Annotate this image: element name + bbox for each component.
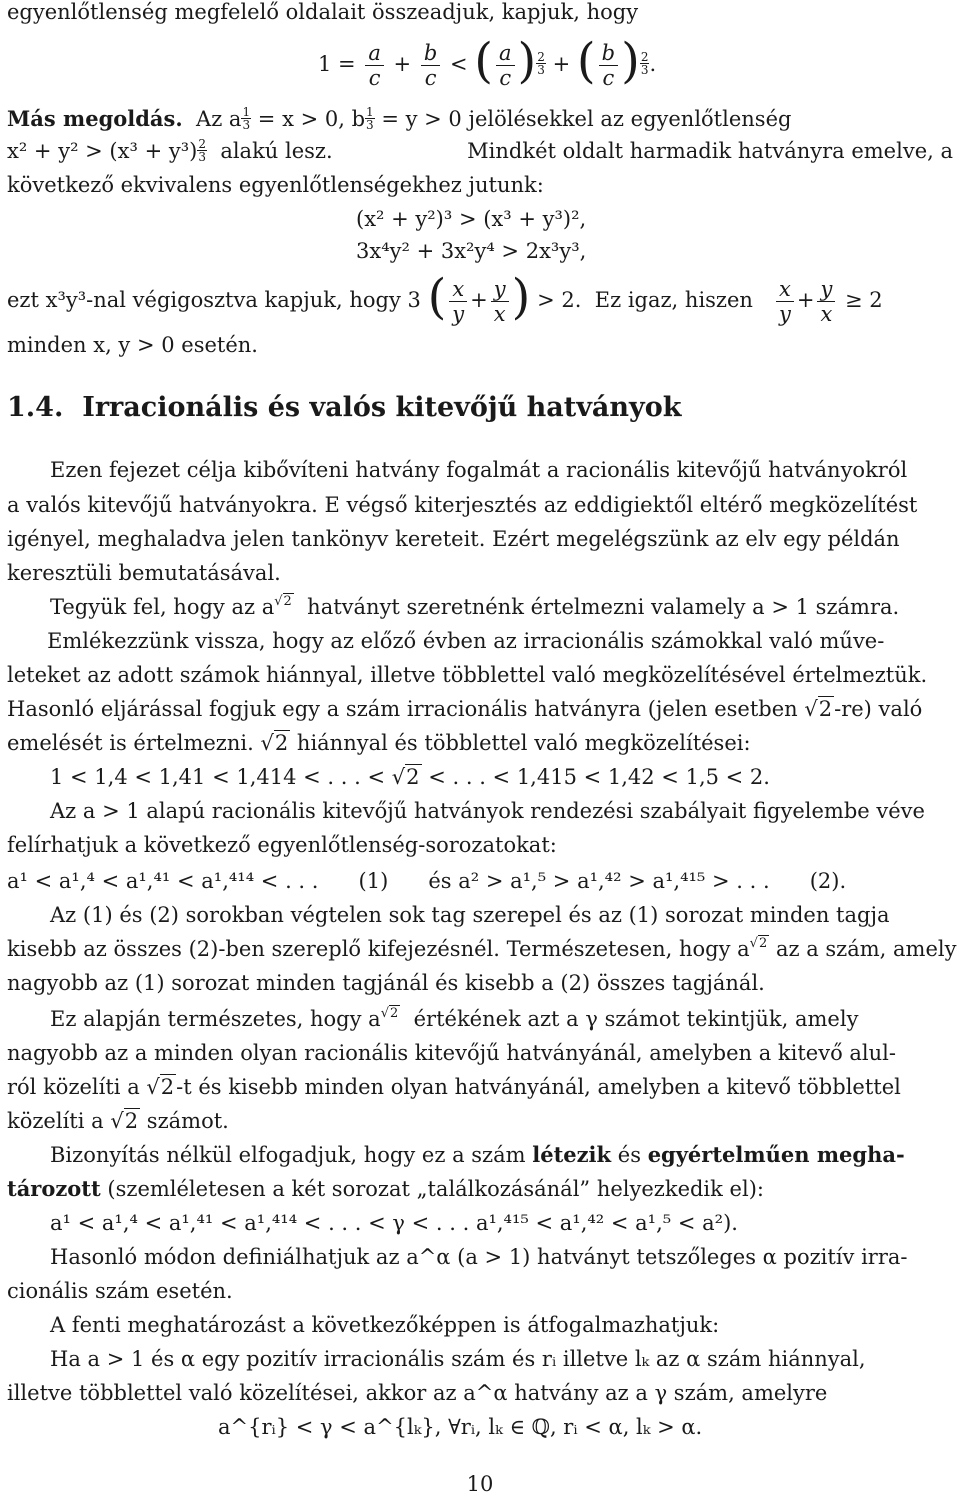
other-solution-line3: következő ekvivalens egyenlőtlenségekhez jutunk: <box>7 173 544 197</box>
paragraph-line: nagyobb az a minden olyan racionális kitevőjű hatványánál, amelyben a kitevő alul- <box>7 1041 896 1065</box>
paragraph-line: cionális szám esetén. <box>7 1279 233 1303</box>
paragraph-line: tározott (szemléletesen a két sorozat „találkozásánál” helyezkedik el): <box>7 1176 764 1201</box>
paragraph-line: Ez alapján természetes, hogy $a^{√2}$ értékének azt a γ számot tekintjük, amely <box>50 1006 859 1031</box>
paragraph-line: kisebb az összes (2)-ben szereplő kifejezésnél. Természetesen, hogy $a^{√2}$ az a szám, amely <box>7 936 957 961</box>
gamma-sequence: a¹ < a¹,⁴ < a¹,⁴¹ < a¹,⁴¹⁴ < . . . < γ < . . . a¹,⁴¹⁵ < a¹,⁴² < a¹,⁵ < a²). <box>50 1211 738 1235</box>
paragraph-line: Ha a > 1 és α egy pozitív irracionális szám és rᵢ illetve lₖ az α szám hiánnyal, <box>50 1347 866 1371</box>
intro-line: egyenlőtlenség megfelelő oldalait összeadjuk, kapjuk, hogy <box>7 0 639 24</box>
equation-sum: 1 = $\frac{a}{c}$ + $\frac{b}{c}$ < ( $\frac{a}{c}$ ) $\frac{2}{3}$ + ( $\frac{b}{c}$ ) $\frac{2}{3}$ . <box>318 33 657 90</box>
paragraph-line: ról közelíti a √2-t és kisebb minden olyan hatványánál, amelyben a kitevő többlettel <box>7 1075 901 1099</box>
paragraph-line: leteket az adott számok hiánnyal, illetve többlettel való megközelítésével értelmeztük. <box>7 663 928 687</box>
page-number: 10 <box>466 1472 494 1496</box>
paragraph-line: Az (1) és (2) sorokban végtelen sok tag szerepel és az (1) sorozat minden tagja <box>50 903 890 927</box>
paragraph-line: Ezen fejezet célja kibővíteni hatvány fogalmát a racionális kitevőjű hatványokról <box>50 458 908 482</box>
paragraph-line: nagyobb az (1) sorozat minden tagjánál és kisebb a (2) összes tagjánál. <box>7 971 765 995</box>
paragraph-line: Bizonyítás nélkül elfogadjuk, hogy ez a szám létezik és egyértelműen megha- <box>50 1142 905 1167</box>
other-solution-line5: minden x, y > 0 esetén. <box>7 333 258 357</box>
paragraph-line: Tegyük fel, hogy az $a^{√2}$ hatványt szeretnénk értelmezni valamely a > 1 számra. <box>50 594 900 619</box>
paragraph-line: közelíti a √2 számot. <box>7 1109 229 1133</box>
paragraph-line: Hasonló módon definiálhatjuk az a^α (a > 1) hatványt tetszőleges α pozitív irra- <box>50 1245 908 1269</box>
approximation-line: 1 < 1,4 < 1,41 < 1,414 < . . . < √2 < . . . < 1,415 < 1,42 < 1,5 < 2. <box>50 765 770 789</box>
paragraph-line: Emlékezzünk vissza, hogy az előző évben az irracionális számokkal való műve- <box>47 629 885 653</box>
paragraph-line: A fenti meghatározást a következőképpen is átfogalmazhatjuk: <box>50 1313 720 1337</box>
paragraph-line: a valós kitevőjű hatványokra. E végső kiterjesztés az eddigiektől eltérő megközelítést <box>7 493 918 517</box>
paragraph-line: illetve többlettel való közelítései, akkor az a^α hatvány az a γ szám, amelyre <box>7 1381 828 1405</box>
inequality-2: 3x⁴y² + 3x²y⁴ > 2x³y³, <box>356 239 587 263</box>
paragraph-line: felírhatjuk a következő egyenlőtlenség-sorozatokat: <box>7 833 557 857</box>
other-solution-line4: ezt x³y³-nal végigosztva kapjuk, hogy 3 ( $\frac{x}{y}$ + $\frac{y}{x}$ ) > 2. Ez igaz, hiszen $\frac{x}{y}$ + $\frac{y}{x}$ ≥ 2 <box>7 269 883 326</box>
paragraph-line: Hasonló eljárással fogjuk egy a szám irracionális hatványra (jelen esetben √2-re) való <box>7 697 923 721</box>
other-solution-line1: Más megoldás. Az a $\frac{1}{3}$ = x > 0, b $\frac{1}{3}$ = y > 0 jelölésekkel az egyenlőtlenség <box>7 105 792 132</box>
section-heading: 1.4. Irracionális és valós kitevőjű hatványok <box>7 392 682 423</box>
final-definition: a^{rᵢ} < γ < a^{lₖ}, ∀rᵢ, lₖ ∈ ℚ, rᵢ < α, lₖ > α. <box>218 1415 703 1439</box>
other-solution-line2: x² + y² > (x³ + y³) $\frac{2}{3}$ alakú lesz. Mindkét oldalt harmadik hatványra emelve, a <box>7 137 953 164</box>
fraction-b-c: $\frac{b}{c}$ <box>421 41 440 90</box>
fraction-a-c: $\frac{a}{c}$ <box>365 41 384 90</box>
sequence-line: a¹ < a¹,⁴ < a¹,⁴¹ < a¹,⁴¹⁴ < . . . (1) és a² > a¹,⁵ > a¹,⁴² > a¹,⁴¹⁵ > . . . (2). <box>7 869 847 893</box>
paragraph-line: emelését is értelmezni. √2 hiánnyal és többlettel való megközelítései: <box>7 731 751 755</box>
inequality-1: (x² + y²)³ > (x³ + y³)², <box>356 207 587 231</box>
paragraph-line: Az a > 1 alapú racionális kitevőjű hatványok rendezési szabályait figyelembe véve <box>50 799 925 823</box>
paragraph-line: igényel, meghaladva jelen tankönyv kereteit. Ezért megelégszünk az elv egy példán <box>7 527 900 551</box>
paragraph-line: keresztüli bemutatásával. <box>7 561 281 585</box>
